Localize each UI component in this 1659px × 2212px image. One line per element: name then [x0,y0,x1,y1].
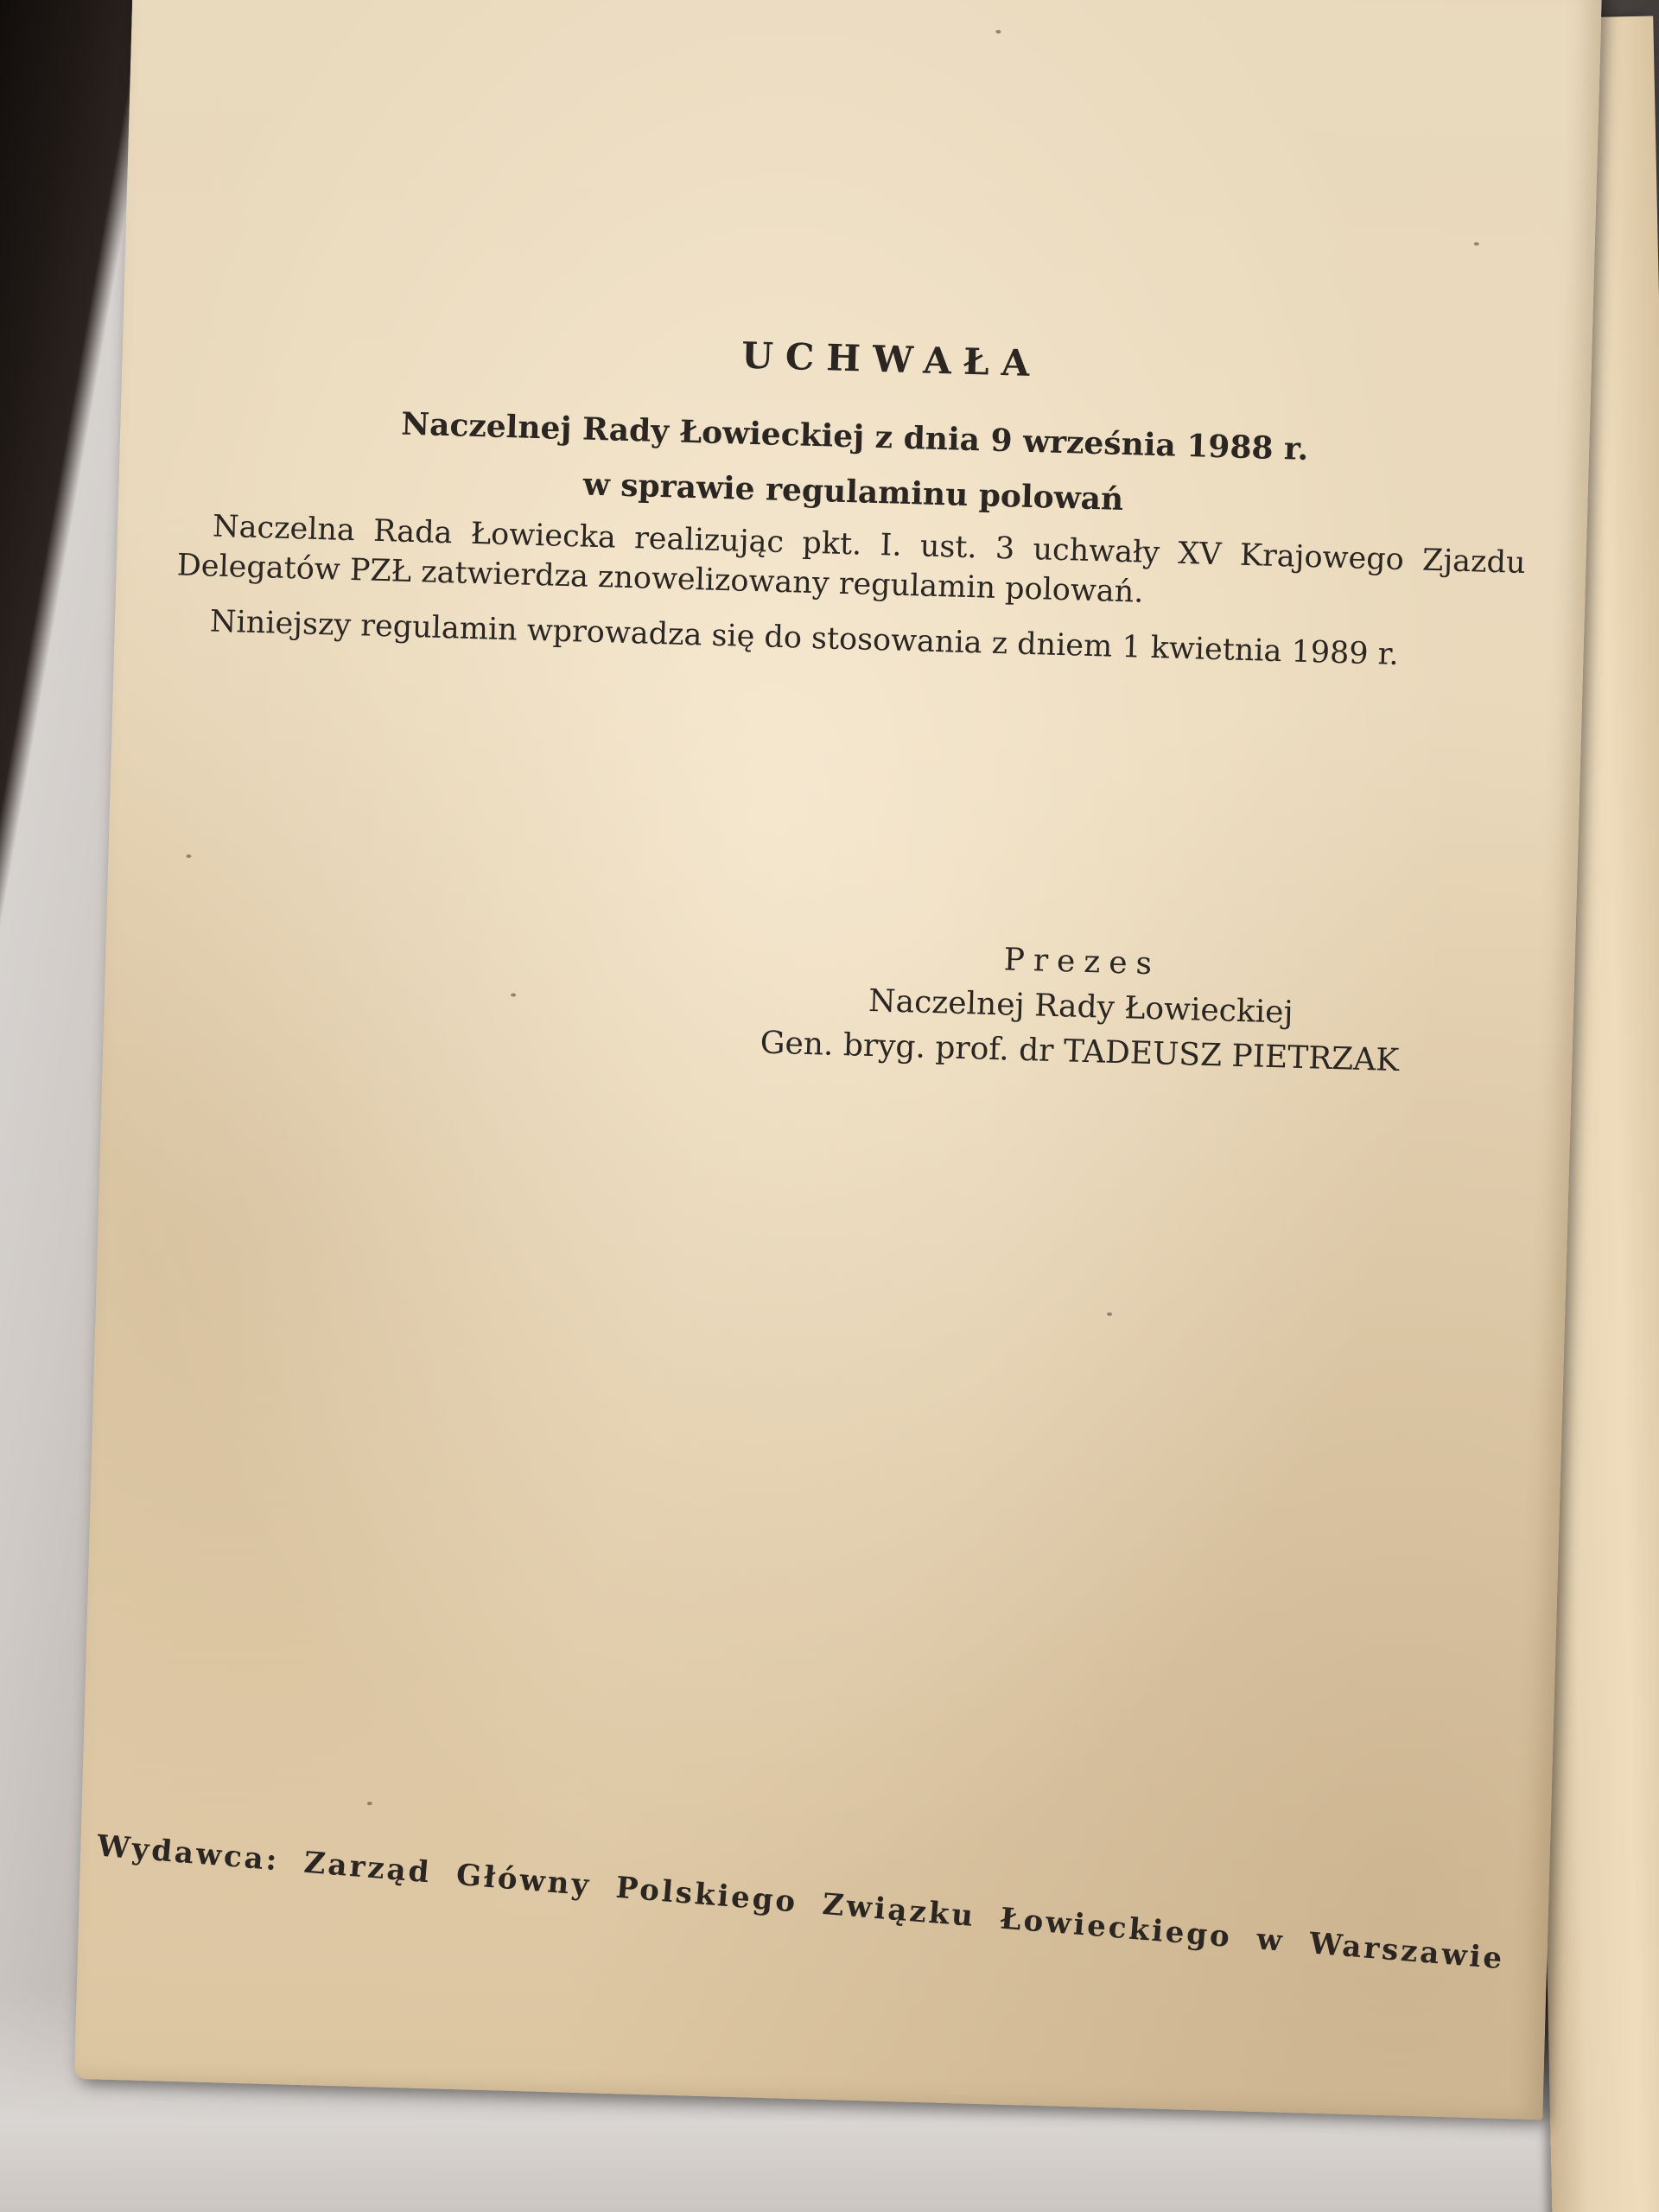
paper-speck [186,855,191,858]
signature-role: Prezes [1003,942,1161,982]
paper-speck [995,30,1001,34]
document-title: UCHWAŁA [741,334,1043,385]
resolution-paragraph-1: Naczelna Rada Łowiecka realizując pkt. I. ust. 3 uchwały XV Krajowego Zjazdu Delegatów PZŁ zatwierdza znowelizowany regulamin polowań. [176,509,1527,610]
paper-speck [1474,242,1479,245]
resolution-subtitle-line-2: w sprawie regulaminu polowań [582,466,1124,518]
resolution-paragraph-2: Niniejszy regulamin wprowadza się do stosowania z dniem 1 kwietnia 1989 r. [209,604,1400,672]
publisher-footer: Wydawca: Zarząd Główny Polskiego Związku Łowieckiego w Warszawie [95,1828,1506,1977]
paper-speck [1107,1313,1112,1316]
paper-speck [511,993,516,996]
signature-name: Gen. bryg. prof. dr TADEUSZ PIETRZAK [760,1025,1400,1079]
document-page [74,0,1602,2120]
signature-block [690,929,1471,1085]
resolution-subtitle-line-1: Naczelnej Rady Łowieckiej z dnia 9 września 1988 r. [400,405,1309,467]
signature-body: Naczelnej Rady Łowieckiej [868,982,1294,1031]
resolution-text [175,319,1531,694]
paper-speck [367,1802,372,1805]
